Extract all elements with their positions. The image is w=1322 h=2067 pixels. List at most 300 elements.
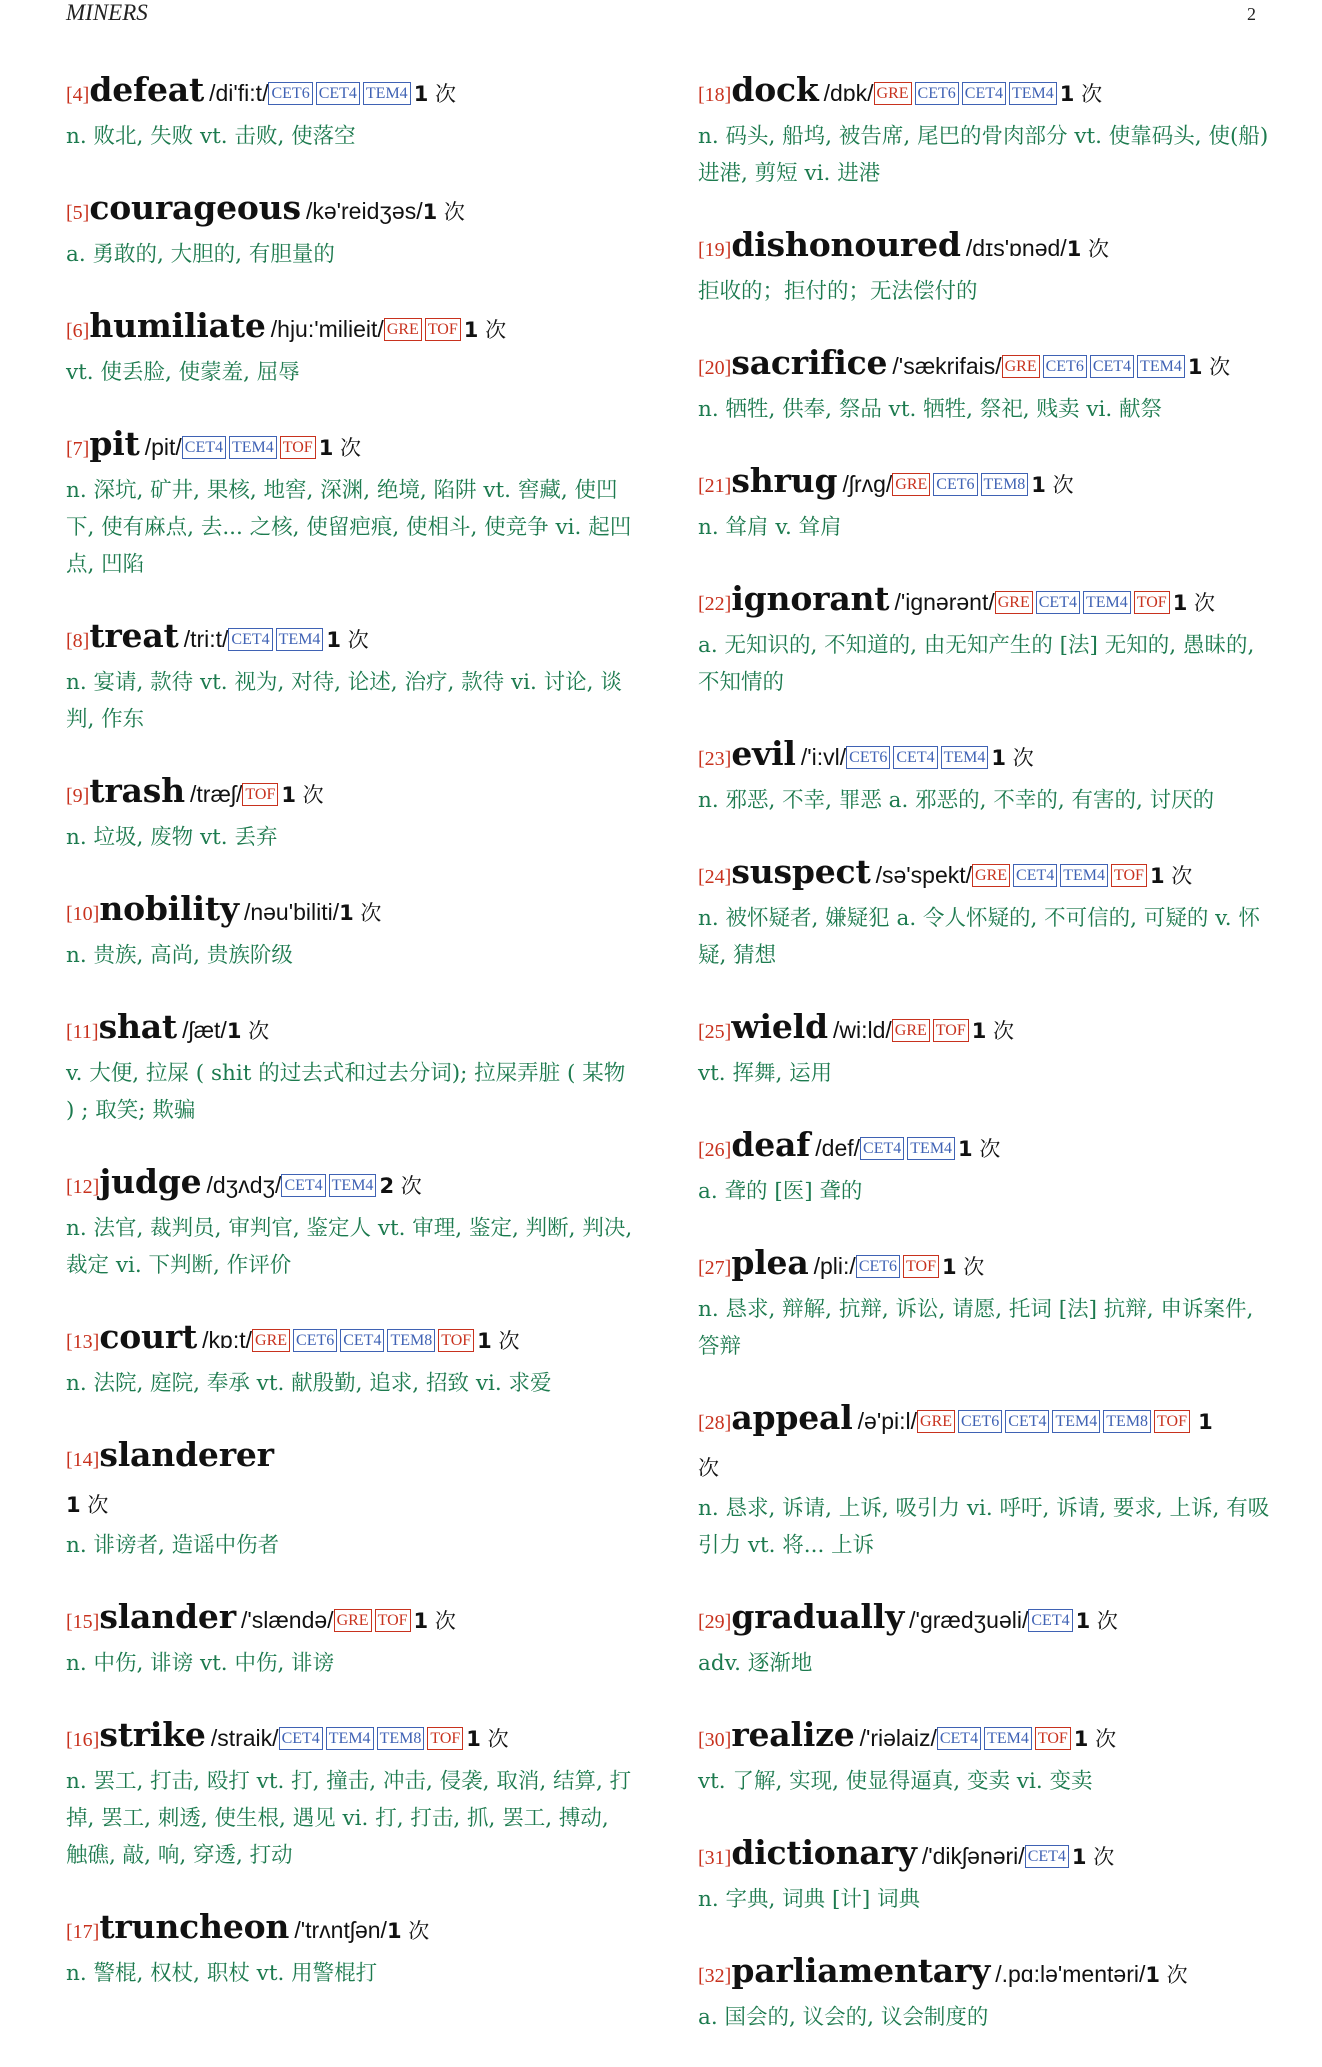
count-value: 1 — [463, 318, 479, 342]
exam-tag-cet4: CET4 — [340, 1329, 384, 1352]
exam-tag-tof: TOF — [903, 1255, 939, 1278]
left-column — [66, 68, 636, 2023]
entry-headline — [66, 422, 636, 472]
occurrence-count — [1188, 355, 1230, 379]
occurrence-count — [379, 1174, 421, 1198]
exam-tag-cet6: CET6 — [856, 1255, 900, 1278]
entry-number: [12] — [66, 1176, 100, 1198]
occurrence-count — [423, 200, 465, 224]
occurrence-count — [958, 1137, 1000, 1161]
headword: judge — [99, 1162, 202, 1201]
headword: humiliate — [89, 306, 266, 345]
entry-number: [16] — [66, 1729, 100, 1751]
count-value: 1 — [413, 1609, 429, 1633]
count-value: 1 — [1031, 473, 1046, 497]
count-unit: 次 — [1093, 1845, 1115, 1869]
entry-number: [27] — [698, 1257, 732, 1279]
definition: adv. 逐渐地 — [698, 1651, 813, 1676]
exam-tag-cet4: CET4 — [893, 746, 937, 769]
entry-number: [11] — [66, 1021, 99, 1043]
occurrence-count — [414, 1609, 456, 1633]
headword: wield — [731, 1007, 828, 1046]
entry-number: [10] — [66, 903, 100, 925]
entry-headline — [698, 1831, 1270, 1881]
exam-tag-gre: GRE — [892, 1019, 930, 1042]
vocab-entry — [66, 68, 636, 155]
occurrence-count — [387, 1919, 429, 1943]
exam-tag-cet6: CET6 — [933, 473, 977, 496]
exam-tag-tof: TOF — [438, 1329, 474, 1352]
exam-tag-cet6: CET6 — [1043, 355, 1087, 378]
exam-tag-tem4: TEM4 — [984, 1727, 1032, 1750]
phonetic: /kə'reidʒəs/ — [305, 198, 423, 224]
phonetic: /def/ — [815, 1135, 861, 1161]
count-value: 1 — [1075, 1609, 1091, 1633]
occurrence-count — [227, 1019, 269, 1043]
entry-number: [8] — [66, 630, 90, 652]
count-unit: 次 — [963, 1255, 985, 1279]
count-value: 1 — [422, 200, 438, 224]
headword: slanderer — [99, 1435, 274, 1474]
exam-tag-cet6: CET6 — [846, 746, 890, 769]
exam-tag-tof: TOF — [1035, 1727, 1071, 1750]
count-unit-line — [698, 1446, 1270, 1490]
entry-number: [28] — [698, 1412, 732, 1434]
exam-tag-tem4: TEM4 — [941, 746, 989, 769]
vocab-entry — [698, 577, 1270, 701]
count-value: 1 — [466, 1727, 481, 1751]
count-unit: 次 — [1088, 237, 1110, 261]
exam-tag-gre: GRE — [892, 473, 930, 496]
exam-tag-tem4: TEM4 — [1009, 82, 1057, 105]
entry-number: [13] — [66, 1331, 100, 1353]
exam-tag-cet4: CET4 — [279, 1727, 323, 1750]
entry-number: [17] — [66, 1921, 100, 1943]
definition: n. 垃圾, 废物 vt. 丢弃 — [66, 825, 278, 850]
vocab-entry — [698, 850, 1270, 974]
count-value: 1 — [1145, 1963, 1160, 1987]
count-value: 1 — [386, 1919, 402, 1943]
occurrence-count — [281, 783, 323, 807]
entry-headline — [66, 1905, 636, 1955]
exam-tag-gre: GRE — [917, 1410, 955, 1433]
count-unit: 次 — [1194, 591, 1215, 615]
phonetic: /træʃ/ — [190, 781, 243, 807]
count-unit: 次 — [87, 1493, 109, 1517]
occurrence-count — [339, 901, 381, 925]
headword: parliamentary — [731, 1951, 991, 1990]
entry-number: [20] — [698, 357, 732, 379]
occurrence-count — [1145, 1963, 1187, 1987]
count-unit: 次 — [360, 901, 382, 925]
phonetic: /'i:vl/ — [800, 744, 847, 770]
entry-number: [30] — [698, 1729, 732, 1751]
definition: v. 大便, 拉屎 ( shit 的过去式和过去分词); 拉屎弄脏 ( 某物 ) ; 取笑; 欺骗 — [66, 1061, 626, 1123]
count-unit: 次 — [408, 1919, 430, 1943]
phonetic: /dɒk/ — [823, 80, 874, 106]
exam-tag-tem4: TEM4 — [1052, 1410, 1100, 1433]
exam-tag-cet4: CET4 — [1090, 355, 1134, 378]
count-value: 1 — [281, 783, 296, 807]
count-value: 1 — [1059, 82, 1075, 106]
count-value: 1 — [326, 628, 342, 652]
definition: n. 被怀疑者, 嫌疑犯 a. 令人怀疑的, 不可信的, 可疑的 v. 怀疑, 猜想 — [698, 906, 1260, 968]
entry-number: [5] — [66, 202, 90, 224]
exam-tag-tem4: TEM4 — [907, 1137, 955, 1160]
exam-tag-tem8: TEM8 — [377, 1727, 425, 1750]
count-unit: 次 — [340, 436, 362, 460]
exam-tag-cet6: CET6 — [915, 82, 959, 105]
count-value: 1 — [971, 1019, 987, 1043]
headword: appeal — [731, 1398, 853, 1437]
definition: a. 聋的 [医] 聋的 — [698, 1179, 863, 1204]
vocab-entry — [698, 68, 1270, 192]
vocab-entry — [66, 769, 636, 856]
definition: n. 码头, 船坞, 被告席, 尾巴的骨肉部分 vt. 使靠码头, 使(船) 进港, 剪短 vi. 进港 — [698, 124, 1269, 186]
exam-tag-gre: GRE — [874, 82, 912, 105]
occurrence-count — [464, 318, 506, 342]
exam-tag-gre: GRE — [995, 591, 1033, 614]
count-value: 1 — [1071, 1845, 1087, 1869]
exam-tag-cet4: CET4 — [316, 82, 360, 105]
definition: n. 恳求, 诉请, 上诉, 吸引力 vi. 呼吁, 诉请, 要求, 上诉, 有吸引力 vt. 将... 上诉 — [698, 1496, 1270, 1558]
entry-headline — [66, 887, 636, 937]
exam-tag-tem8: TEM8 — [1103, 1410, 1151, 1433]
exam-tag-gre: GRE — [252, 1329, 290, 1352]
vocab-entry — [698, 1713, 1270, 1800]
occurrence-count — [1173, 591, 1215, 615]
phonetic: /dɪs'ɒnəd/ — [965, 235, 1067, 261]
exam-tag-cet4: CET4 — [1005, 1410, 1049, 1433]
entry-headline — [66, 68, 636, 118]
right-column — [698, 68, 1270, 2067]
count-value: 1 — [991, 746, 1006, 770]
count-unit: 次 — [434, 1609, 456, 1633]
vocab-entry — [66, 186, 636, 273]
vocab-entry — [66, 614, 636, 738]
count-unit: 次 — [302, 783, 324, 807]
occurrence-count — [991, 746, 1033, 770]
running-title: MINERS — [66, 0, 148, 25]
phonetic: /tri:t/ — [183, 626, 229, 652]
headword: court — [99, 1317, 198, 1356]
entry-headline — [698, 1713, 1270, 1763]
count-value: 1 — [1198, 1410, 1213, 1434]
count-unit: 次 — [487, 1727, 509, 1751]
entry-number: [14] — [66, 1449, 100, 1471]
exam-tag-cet4: CET4 — [1013, 864, 1057, 887]
definition: n. 耸肩 v. 耸肩 — [698, 515, 842, 540]
entry-headline — [66, 1160, 636, 1210]
exam-tag-tem4: TEM4 — [1137, 355, 1185, 378]
definition: n. 牺牲, 供奉, 祭品 vt. 牺牲, 祭祀, 贱卖 vi. 献祭 — [698, 397, 1163, 422]
definition: n. 诽谤者, 造谣中伤者 — [66, 1533, 280, 1558]
exam-tag-tof: TOF — [1134, 591, 1170, 614]
entry-number: [6] — [66, 320, 90, 342]
entry-number: [25] — [698, 1021, 732, 1043]
count-value: 1 — [66, 1493, 81, 1517]
headword: pit — [89, 424, 140, 463]
count-unit: 次 — [435, 82, 456, 106]
exam-tag-tof: TOF — [1111, 864, 1147, 887]
headword: nobility — [99, 889, 239, 928]
entry-headline — [66, 1315, 636, 1365]
vocab-entry — [698, 1949, 1270, 2036]
vocab-entry — [66, 1005, 636, 1129]
count-value: 1 — [339, 901, 354, 925]
phonetic: /'dikʃənəri/ — [921, 1843, 1025, 1869]
exam-tag-gre: GRE — [334, 1609, 372, 1632]
headword: treat — [89, 616, 179, 655]
definition: n. 邪恶, 不幸, 罪恶 a. 邪恶的, 不幸的, 有害的, 讨厌的 — [698, 788, 1215, 813]
entry-number: [9] — [66, 785, 90, 807]
entry-headline — [698, 341, 1270, 391]
headword: dictionary — [731, 1833, 917, 1872]
count-value: 2 — [379, 1174, 395, 1198]
exam-tag-cet4: CET4 — [1028, 1609, 1072, 1632]
definition: n. 法院, 庭院, 奉承 vt. 献殷勤, 追求, 招致 vi. 求爱 — [66, 1371, 552, 1396]
exam-tag-cet4: CET4 — [860, 1137, 904, 1160]
count-unit: 次 — [248, 1019, 270, 1043]
count-unit: 次 — [1166, 1963, 1188, 1987]
phonetic: /'trʌntʃən/ — [294, 1917, 387, 1943]
phonetic: /nəu'biliti/ — [243, 899, 340, 925]
entry-headline — [698, 1595, 1270, 1645]
phonetic: /'slændə/ — [240, 1607, 334, 1633]
headword: realize — [731, 1715, 855, 1754]
occurrence-count — [942, 1255, 984, 1279]
count-unit: 次 — [698, 1456, 719, 1480]
exam-tag-cet4: CET4 — [182, 436, 226, 459]
exam-tag-gre: GRE — [972, 864, 1010, 887]
entry-headline — [698, 1949, 1270, 1999]
headword: slander — [99, 1597, 236, 1636]
exam-tag-cet6: CET6 — [268, 82, 312, 105]
count-unit: 次 — [1095, 1727, 1117, 1751]
definition: n. 字典, 词典 [计] 词典 — [698, 1887, 921, 1912]
vocab-entry — [66, 1315, 636, 1402]
exam-tag-cet4: CET4 — [962, 82, 1006, 105]
vocab-entry — [66, 887, 636, 974]
exam-tag-cet4: CET4 — [937, 1727, 981, 1750]
occurrence-count — [319, 436, 361, 460]
entry-number: [7] — [66, 438, 90, 460]
exam-tag-gre: GRE — [1002, 355, 1040, 378]
entry-headline — [698, 732, 1270, 782]
exam-tag-cet4: CET4 — [1036, 591, 1080, 614]
exam-tag-tem4: TEM4 — [326, 1727, 374, 1750]
entry-headline — [66, 304, 636, 354]
count-value: 1 — [1066, 237, 1082, 261]
exam-tag-tem4: TEM4 — [1083, 591, 1131, 614]
exam-tag-tof: TOF — [425, 318, 461, 341]
count-value: 1 — [1187, 355, 1203, 379]
exam-tag-gre: GRE — [384, 318, 422, 341]
exam-tag-tof: TOF — [1154, 1410, 1190, 1433]
exam-tag-cet6: CET6 — [293, 1329, 337, 1352]
exam-tag-tem4: TEM4 — [276, 628, 324, 651]
occurrence-count — [1072, 1845, 1114, 1869]
count-unit: 次 — [979, 1137, 1001, 1161]
occurrence-count — [1031, 473, 1073, 497]
entry-headline — [66, 1713, 636, 1763]
vocab-entry — [698, 1241, 1270, 1365]
headword: gradually — [731, 1597, 905, 1636]
definition: n. 法官, 裁判员, 审判官, 鉴定人 vt. 审理, 鉴定, 判断, 判决, 裁定 vi. 下判断, 作评价 — [66, 1216, 633, 1278]
phonetic: /'riəlaiz/ — [859, 1725, 937, 1751]
count-unit: 次 — [1096, 1609, 1118, 1633]
headword: ignorant — [731, 579, 890, 618]
count-unit: 次 — [485, 318, 507, 342]
count-unit: 次 — [993, 1019, 1015, 1043]
exam-tag-tem4: TEM4 — [363, 82, 411, 105]
entry-headline — [66, 769, 636, 819]
exam-tag-tem4: TEM4 — [1060, 864, 1108, 887]
exam-tag-cet4: CET4 — [1025, 1845, 1069, 1868]
occurrence-count — [1076, 1609, 1118, 1633]
count-value: 1 — [1149, 864, 1165, 888]
exam-tag-tof: TOF — [427, 1727, 463, 1750]
headword: shat — [98, 1007, 177, 1046]
vocab-entry — [66, 422, 636, 583]
phonetic: /kɒ:t/ — [202, 1327, 253, 1353]
headword: deaf — [731, 1125, 811, 1164]
definition: n. 贵族, 高尚, 贵族阶级 — [66, 943, 293, 968]
definition: vt. 挥舞, 运用 — [698, 1061, 833, 1086]
count-unit: 次 — [498, 1329, 520, 1353]
headword: suspect — [731, 852, 871, 891]
occurrence-count — [1067, 237, 1109, 261]
entry-number: [32] — [698, 1965, 732, 1987]
headword: defeat — [89, 70, 205, 109]
definition: n. 宴请, 款待 vt. 视为, 对待, 论述, 治疗, 款待 vi. 讨论, 谈判, 作东 — [66, 670, 622, 732]
vocab-entry — [66, 1433, 636, 1564]
definition: a. 无知识的, 不知道的, 由无知产生的 [法] 无知的, 愚昧的, 不知情的 — [698, 633, 1255, 695]
entry-number: [29] — [698, 1611, 732, 1633]
vocab-entry — [66, 1905, 636, 1992]
entry-number: [18] — [698, 84, 732, 106]
entry-number: [4] — [66, 84, 90, 106]
exam-tag-cet4: CET4 — [228, 628, 272, 651]
vocab-entry — [66, 304, 636, 391]
vocab-entry — [698, 1595, 1270, 1682]
occurrence-count — [477, 1329, 519, 1353]
count-value: 1 — [958, 1137, 973, 1161]
occurrence-count — [1198, 1410, 1213, 1434]
entry-headline — [66, 186, 636, 236]
vocab-entry — [66, 1595, 636, 1682]
definition: n. 警棍, 权杖, 职杖 vt. 用警棍打 — [66, 1961, 378, 1986]
phonetic: /di'fi:t/ — [209, 80, 269, 106]
occurrence-count — [1074, 1727, 1116, 1751]
count-unit: 次 — [443, 200, 465, 224]
phonetic: /pli:/ — [813, 1253, 856, 1279]
exam-tag-tof: TOF — [280, 436, 316, 459]
headword: plea — [731, 1243, 809, 1282]
count-unit: 次 — [400, 1174, 422, 1198]
definition: n. 恳求, 辩解, 抗辩, 诉讼, 请愿, 托词 [法] 抗辩, 申诉案件, 答辩 — [698, 1297, 1254, 1359]
vocab-entry — [698, 1831, 1270, 1918]
entry-headline — [698, 1396, 1270, 1446]
entry-headline — [698, 850, 1270, 900]
exam-tag-cet4: CET4 — [281, 1174, 325, 1197]
definition: n. 中伤, 诽谤 vt. 中伤, 诽谤 — [66, 1651, 335, 1676]
page-number: 2 — [1247, 4, 1256, 24]
entry-number: [22] — [698, 593, 732, 615]
entry-headline — [698, 1241, 1270, 1291]
definition: vt. 了解, 实现, 使显得逼真, 变卖 vi. 变卖 — [698, 1769, 1093, 1794]
phonetic: /hju:'milieit/ — [270, 316, 384, 342]
definition: n. 罢工, 打击, 殴打 vt. 打, 撞击, 冲击, 侵袭, 取消, 结算, 打掉, 罢工, 刺透, 使生根, 遇见 vi. 打, 打击, 抓, 罢工, 搏动, 触礁, 敲, 响, 穿透, 打动 — [66, 1769, 632, 1868]
count-unit: 次 — [1012, 746, 1034, 770]
entry-headline — [698, 223, 1270, 273]
headword: strike — [99, 1715, 206, 1754]
vocab-entry — [698, 341, 1270, 428]
entry-headline — [698, 1123, 1270, 1173]
definition: 拒收的；拒付的；无法偿付的 — [698, 279, 978, 304]
entry-headline — [66, 1433, 636, 1483]
occurrence-count — [1150, 864, 1192, 888]
exam-tag-tem8: TEM8 — [981, 473, 1029, 496]
entry-number: [21] — [698, 475, 732, 497]
entry-headline — [698, 1005, 1270, 1055]
vocab-entry — [698, 732, 1270, 819]
phonetic: /ʃæt/ — [182, 1017, 227, 1043]
headword: evil — [731, 734, 796, 773]
definition: a. 国会的, 议会的, 议会制度的 — [698, 2005, 989, 2030]
entry-number: [15] — [66, 1611, 100, 1633]
phonetic: /.pɑ:lə'mentəri/ — [995, 1961, 1146, 1987]
entry-headline — [66, 1595, 636, 1645]
exam-tag-tem8: TEM8 — [387, 1329, 435, 1352]
phonetic: /ə'pi:l/ — [857, 1408, 918, 1434]
occurrence-count — [972, 1019, 1014, 1043]
headword: trash — [89, 771, 185, 810]
count-unit: 次 — [347, 628, 369, 652]
occurrence-count — [414, 82, 456, 106]
entry-headline — [66, 614, 636, 664]
count-value: 1 — [477, 1329, 492, 1353]
headword: shrug — [731, 461, 838, 500]
count-unit: 次 — [1081, 82, 1103, 106]
vocab-entry — [698, 1123, 1270, 1210]
occurrence-count — [466, 1727, 508, 1751]
exam-tag-tof: TOF — [242, 783, 278, 806]
exam-tag-tem4: TEM4 — [329, 1174, 377, 1197]
headword: dishonoured — [731, 225, 961, 264]
phonetic: /ʃrʌg/ — [842, 471, 893, 497]
vocab-entry — [698, 1005, 1270, 1092]
headword: dock — [731, 70, 819, 109]
running-header — [66, 0, 1256, 28]
vocab-entry — [66, 1713, 636, 1874]
count-value: 1 — [1073, 1727, 1089, 1751]
count-value: 1 — [941, 1255, 957, 1279]
count-unit: 次 — [1052, 473, 1074, 497]
count-value: 1 — [1172, 591, 1188, 615]
definition: n. 败北, 失败 vt. 击败, 使落空 — [66, 124, 356, 149]
entry-headline — [698, 68, 1270, 118]
phonetic: /straik/ — [210, 1725, 279, 1751]
definition: a. 勇敢的, 大胆的, 有胆量的 — [66, 242, 335, 267]
phonetic: /pit/ — [144, 434, 182, 460]
entry-number: [26] — [698, 1139, 732, 1161]
count-value: 1 — [318, 436, 334, 460]
entry-number: [19] — [698, 239, 732, 261]
entry-headline — [698, 577, 1270, 627]
vocab-entry — [66, 1160, 636, 1284]
count-value: 1 — [226, 1019, 242, 1043]
